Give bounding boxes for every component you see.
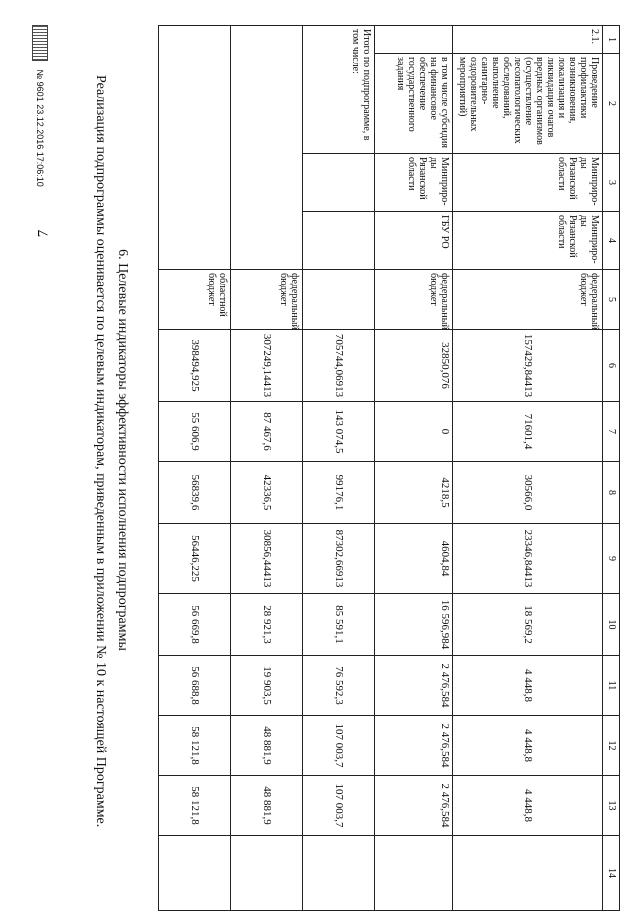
header-cell: 1 [603, 26, 620, 54]
value-cell: 4 448,8 [453, 656, 603, 716]
header-cell: 8 [603, 462, 620, 524]
value-cell: 16 596,984 [375, 594, 453, 656]
value-cell [159, 836, 231, 911]
header-cell: 11 [603, 656, 620, 716]
value-cell: 2 476,584 [375, 656, 453, 716]
row-number: 2.1. [453, 26, 603, 54]
value-cell: 4 448,8 [453, 776, 603, 836]
value-cell: 2 476,584 [375, 716, 453, 776]
page-number: 7 [35, 229, 52, 238]
stamp-text: № 9601 23.12.2016 17:06:10 [35, 69, 45, 187]
value-cell: 30566,0 [453, 462, 603, 524]
value-cell: 87 467,6 [231, 402, 303, 462]
executor: Минприро-ды Рязанской области [453, 154, 603, 212]
value-cell [303, 836, 375, 911]
funding-source: областной бюджет [159, 270, 231, 330]
value-cell: 19 903,5 [231, 656, 303, 716]
value-cell: 48 881,9 [231, 716, 303, 776]
value-cell: 42336,5 [231, 462, 303, 524]
value-cell: 30856,44413 [231, 524, 303, 594]
funding-source: федеральный бюджет [375, 270, 453, 330]
barcode-icon [32, 25, 48, 61]
table-row [375, 26, 453, 911]
header-cell: 14 [603, 836, 620, 911]
table-row [231, 26, 303, 911]
header-cell: 7 [603, 402, 620, 462]
value-cell: 85 591,1 [303, 594, 375, 656]
value-cell: 157429,84413 [453, 330, 603, 402]
value-cell: 28 921,3 [231, 594, 303, 656]
value-cell: 76 592,3 [303, 656, 375, 716]
value-cell [453, 836, 603, 911]
funding-source: федеральный бюджет [453, 270, 603, 330]
value-cell: 0 [375, 402, 453, 462]
total-label: Итого по подпрограмме, в том числе: [303, 26, 375, 154]
header-cell: 6 [603, 330, 620, 402]
header-cell: 4 [603, 212, 620, 270]
value-cell: 55 606,9 [159, 402, 231, 462]
header-cell: 10 [603, 594, 620, 656]
value-cell: 56839,6 [159, 462, 231, 524]
value-cell: 705744,06913 [303, 330, 375, 402]
value-cell: 87302,66913 [303, 524, 375, 594]
value-cell: 56446,225 [159, 524, 231, 594]
value-cell: 56 669,8 [159, 594, 231, 656]
header-cell: 13 [603, 776, 620, 836]
value-cell: 4218,5 [375, 462, 453, 524]
value-cell: 23346,84413 [453, 524, 603, 594]
value-cell [375, 836, 453, 911]
value-cell [231, 836, 303, 911]
value-cell: 4 448,8 [453, 716, 603, 776]
header-cell: 2 [603, 54, 620, 154]
value-cell: 2 476,584 [375, 776, 453, 836]
header-cell: 5 [603, 270, 620, 330]
measure-name: Проведение профилактики возникновения, локализация и ликвидация очагов вредных организмов (осуществление лесопатологических обследований, выполнение санитарно-оздоровительных мероприятий) [453, 54, 603, 154]
value-cell: 71601,4 [453, 402, 603, 462]
value-cell: 48 881,9 [231, 776, 303, 836]
value-cell: 32850,076 [375, 330, 453, 402]
registration-stamp [24, 25, 48, 345]
value-cell: 58 121,8 [159, 716, 231, 776]
section-title: 6. Целевые индикаторы эффективности исполнения подпрограммы [115, 249, 130, 651]
header-cell: 9 [603, 524, 620, 594]
value-cell: 398494,925 [159, 330, 231, 402]
table-header-row [603, 26, 620, 911]
rotated-content [20, 25, 620, 878]
table-row-total [303, 26, 375, 911]
measure-name: в том числе субсидия на финансовое обеспечение государственного задания [375, 54, 453, 154]
value-cell: 307249,14413 [231, 330, 303, 402]
value-cell: 4604,84 [375, 524, 453, 594]
funding-source: федеральный бюджет [231, 270, 303, 330]
table-row [159, 26, 231, 911]
value-cell: 107 003,7 [303, 776, 375, 836]
co-executor: Минприро-ды Рязанской области [453, 212, 603, 270]
value-cell: 56 688,8 [159, 656, 231, 716]
executor: Минприро-ды Рязанской области [375, 154, 453, 212]
header-cell: 3 [603, 154, 620, 212]
value-cell: 99176,1 [303, 462, 375, 524]
value-cell: 18 569,2 [453, 594, 603, 656]
value-cell: 58 121,8 [159, 776, 231, 836]
body-paragraph: Реализация подпрограммы оценивается по целевым индикаторам, приведенным в приложении № 10 к настоящей Программе. [93, 75, 108, 828]
table-row [453, 26, 603, 911]
value-cell: 143 074,5 [303, 402, 375, 462]
header-cell: 12 [603, 716, 620, 776]
value-cell: 107 003,7 [303, 716, 375, 776]
co-executor: ГБУ РО [375, 212, 453, 270]
subprogram-table [158, 25, 620, 911]
